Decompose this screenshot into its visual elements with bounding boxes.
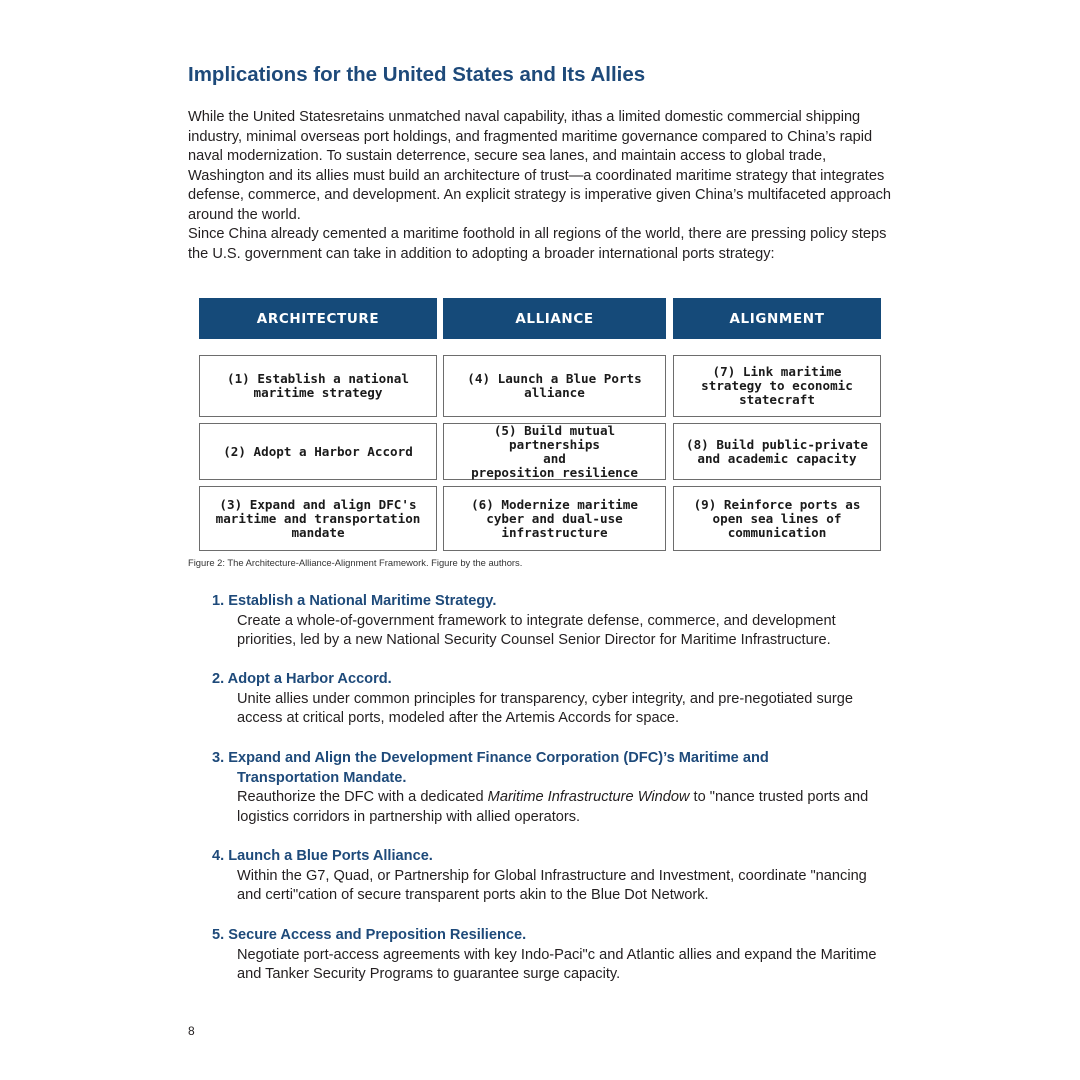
list-item-5 (212, 926, 892, 985)
body-emphasis: Maritime Infrastructure Window (487, 789, 690, 805)
framework-cell-3: (3) Expand and align DFC's maritime and transportation mandate (199, 486, 437, 551)
framework-cell-9: (9) Reinforce ports as open sea lines of communication (673, 486, 881, 551)
list-item-title: 5. Secure Access and Preposition Resilience. (212, 927, 527, 943)
list-item-title-line-1: 3. Expand and Align the Development Finance Corporation (DFC)’s Maritime and (212, 750, 769, 766)
section-heading: Implications for the United States and Its Allies (188, 63, 646, 86)
list-item-4 (212, 847, 892, 906)
list-item-body (212, 788, 892, 827)
column-header-architecture: ARCHITECTURE (199, 298, 437, 339)
intro-paragraph: While the United Statesretains unmatched naval capability, ithas a limited domestic commercial shipping industry, minimal overseas port holdings, and fragmented maritime governance compared to China’s rapid naval modernization. To sustain deterrence, secure sea lanes, and maintain access to global trade, Washington and its allies must build an architecture of trust—a coordinated maritime strategy that integrates defense, commerce, and development. An explicit strategy is imperative given China’s multifaceted approach around the world. (188, 109, 892, 223)
figure-caption: Figure 2: The Architecture-Alliance-Alignment Framework. Figure by the authors. (188, 557, 523, 568)
list-item-body: Negotiate port-access agreements with key Indo-Paci"c and Atlantic allies and expand the Maritime and Tanker Security Programs to guarantee surge capacity. (237, 946, 877, 982)
page-number: 8 (188, 1024, 195, 1038)
framework-cell-4: (4) Launch a Blue Ports alliance (443, 355, 666, 417)
list-item-title (212, 749, 892, 788)
list-item-title: 1. Establish a National Maritime Strategy. (212, 593, 497, 609)
list-item-body: Create a whole-of-government framework to integrate defense, commerce, and development priorities, led by a new National Security Counsel Senior Director for Maritime Infrastructure. (237, 612, 836, 648)
column-header-alignment: ALIGNMENT (673, 298, 881, 339)
list-item-title-line-2: Transportation Mandate. (237, 769, 407, 786)
list-item-3 (212, 749, 892, 827)
list-item-1 (212, 592, 892, 651)
framework-cell-8: (8) Build public-private and academic capacity (673, 423, 881, 480)
framework-cell-5: (5) Build mutual partnerships and preposition resilience (443, 423, 666, 480)
body-text-after: to "nance trusted ports and logistics corridors in partnership with allied operators. (237, 789, 869, 825)
list-item-body: Within the G7, Quad, or Partnership for Global Infrastructure and Investment, coordinate "nancing and certi"cation of secure transparent ports akin to the Blue Dot Network. (237, 867, 867, 903)
second-paragraph: Since China already cemented a maritime foothold in all regions of the world, there are pressing policy steps the U.S. government can take in addition to adopting a broader international ports strategy: (188, 226, 887, 262)
framework-cell-2: (2) Adopt a Harbor Accord (199, 423, 437, 480)
list-item-2 (212, 670, 892, 729)
framework-cell-7: (7) Link maritime strategy to economic statecraft (673, 355, 881, 417)
body-text-before: Reauthorize the DFC with a dedicated (237, 789, 488, 805)
framework-cell-6: (6) Modernize maritime cyber and dual-use infrastructure (443, 486, 666, 551)
list-item-body: Unite allies under common principles for transparency, cyber integrity, and pre-negotiated surge access at critical ports, modeled after the Artemis Accords for space. (237, 690, 853, 726)
framework-cell-1: (1) Establish a national maritime strategy (199, 355, 437, 417)
column-header-alliance: ALLIANCE (443, 298, 666, 339)
list-item-title: 4. Launch a Blue Ports Alliance. (212, 848, 433, 864)
list-item-title: 2. Adopt a Harbor Accord. (212, 671, 392, 687)
